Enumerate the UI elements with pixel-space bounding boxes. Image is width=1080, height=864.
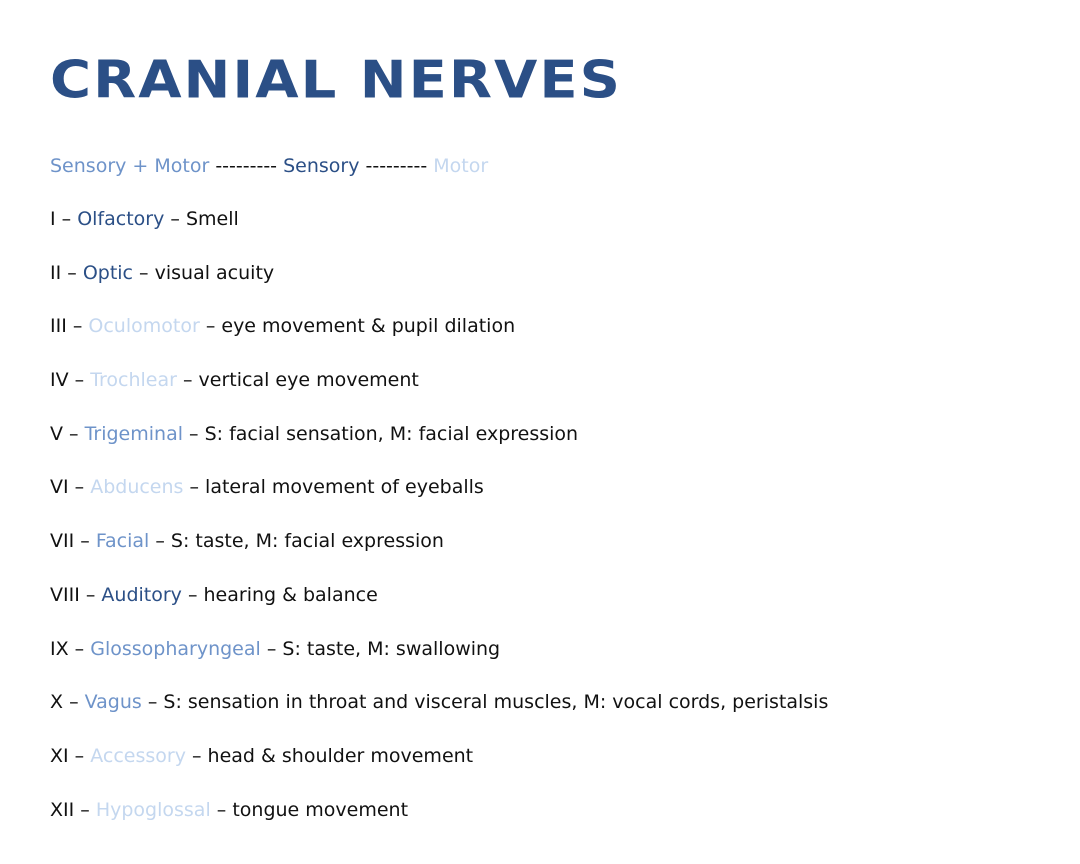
nerve-name: Vagus bbox=[84, 691, 142, 714]
dash-separator: – bbox=[176, 369, 199, 392]
nerve-function: Smell bbox=[185, 208, 239, 230]
nerve-name: Optic bbox=[82, 261, 134, 284]
dash-separator: – bbox=[199, 315, 222, 338]
nerve-numeral: XI bbox=[50, 744, 69, 767]
nerve-row bbox=[50, 259, 828, 313]
nerve-numeral: IX bbox=[50, 637, 69, 660]
nerve-row bbox=[50, 312, 828, 366]
dash-separator: – bbox=[61, 261, 83, 284]
legend-sensory: Sensory bbox=[283, 155, 360, 177]
dash-separator: – bbox=[149, 530, 171, 553]
nerve-numeral: I bbox=[50, 208, 56, 230]
dash-separator: – bbox=[133, 261, 155, 284]
nerve-numeral: VI bbox=[50, 476, 69, 499]
dash-separator: – bbox=[141, 691, 164, 714]
legend-separator: --------- bbox=[209, 155, 284, 177]
nerve-name: Hypoglossal bbox=[95, 798, 211, 821]
nerve-function: eye movement & pupil dilation bbox=[221, 315, 516, 338]
nerve-function: S: sensation in throat and visceral muscles, M: vocal cords, peristalsis bbox=[163, 691, 829, 714]
nerve-function: lateral movement of eyeballs bbox=[205, 476, 484, 499]
color-legend bbox=[50, 152, 488, 180]
nerve-row bbox=[50, 420, 828, 474]
nerve-function: S: taste, M: swallowing bbox=[282, 637, 501, 660]
dash-separator: – bbox=[68, 744, 91, 767]
dash-separator: – bbox=[79, 583, 102, 606]
dash-separator: – bbox=[68, 369, 91, 392]
dash-separator: – bbox=[210, 798, 233, 821]
nerve-function: hearing & balance bbox=[203, 583, 378, 606]
nerve-name: Abducens bbox=[90, 476, 184, 499]
nerve-numeral: VII bbox=[50, 530, 75, 553]
nerve-numeral: XII bbox=[50, 798, 75, 821]
legend-motor: Motor bbox=[433, 155, 489, 177]
dash-separator: – bbox=[63, 422, 85, 445]
nerve-row bbox=[50, 527, 828, 581]
nerve-row bbox=[50, 581, 828, 635]
nerve-function: visual acuity bbox=[154, 261, 275, 284]
nerve-name: Oculomotor bbox=[88, 315, 200, 338]
nerve-function: head & shoulder movement bbox=[207, 744, 474, 767]
nerve-name: Accessory bbox=[90, 744, 186, 767]
nerve-name: Glossopharyngeal bbox=[90, 637, 261, 660]
nerve-numeral: II bbox=[50, 261, 62, 284]
page-title: CRANIAL NERVES bbox=[50, 50, 622, 111]
dash-separator: – bbox=[74, 530, 96, 553]
nerve-name: Olfactory bbox=[77, 208, 165, 230]
nerve-row bbox=[50, 366, 828, 420]
nerve-name: Trigeminal bbox=[84, 422, 183, 445]
nerve-row bbox=[50, 796, 828, 850]
nerve-list bbox=[50, 205, 828, 849]
dash-separator: – bbox=[260, 637, 283, 660]
nerve-function: S: taste, M: facial expression bbox=[170, 530, 444, 553]
dash-separator: – bbox=[183, 422, 205, 445]
nerve-row bbox=[50, 205, 828, 259]
dash-separator: – bbox=[185, 744, 208, 767]
dash-separator: – bbox=[66, 315, 89, 338]
nerve-name: Auditory bbox=[101, 583, 182, 606]
dash-separator: – bbox=[63, 691, 85, 714]
legend-separator: --------- bbox=[359, 155, 434, 177]
dash-separator: – bbox=[55, 208, 78, 230]
nerve-numeral: III bbox=[50, 315, 67, 338]
nerve-row bbox=[50, 688, 828, 742]
dash-separator: – bbox=[181, 583, 204, 606]
nerve-numeral: IV bbox=[50, 369, 69, 392]
legend-sensory-motor: Sensory + Motor bbox=[50, 155, 210, 177]
nerve-numeral: VIII bbox=[50, 583, 80, 606]
nerve-row bbox=[50, 635, 828, 689]
nerve-function: S: facial sensation, M: facial expression bbox=[204, 422, 579, 445]
nerve-name: Trochlear bbox=[90, 369, 177, 392]
nerve-name: Facial bbox=[95, 530, 150, 553]
nerve-function: vertical eye movement bbox=[198, 369, 419, 392]
dash-separator: – bbox=[68, 476, 91, 499]
nerve-numeral: V bbox=[50, 422, 63, 445]
dash-separator: – bbox=[164, 208, 186, 230]
dash-separator: – bbox=[183, 476, 206, 499]
nerve-row bbox=[50, 742, 828, 796]
nerve-function: tongue movement bbox=[232, 798, 409, 821]
dash-separator: – bbox=[74, 798, 96, 821]
nerve-row bbox=[50, 473, 828, 527]
nerve-numeral: X bbox=[50, 691, 64, 714]
dash-separator: – bbox=[68, 637, 91, 660]
